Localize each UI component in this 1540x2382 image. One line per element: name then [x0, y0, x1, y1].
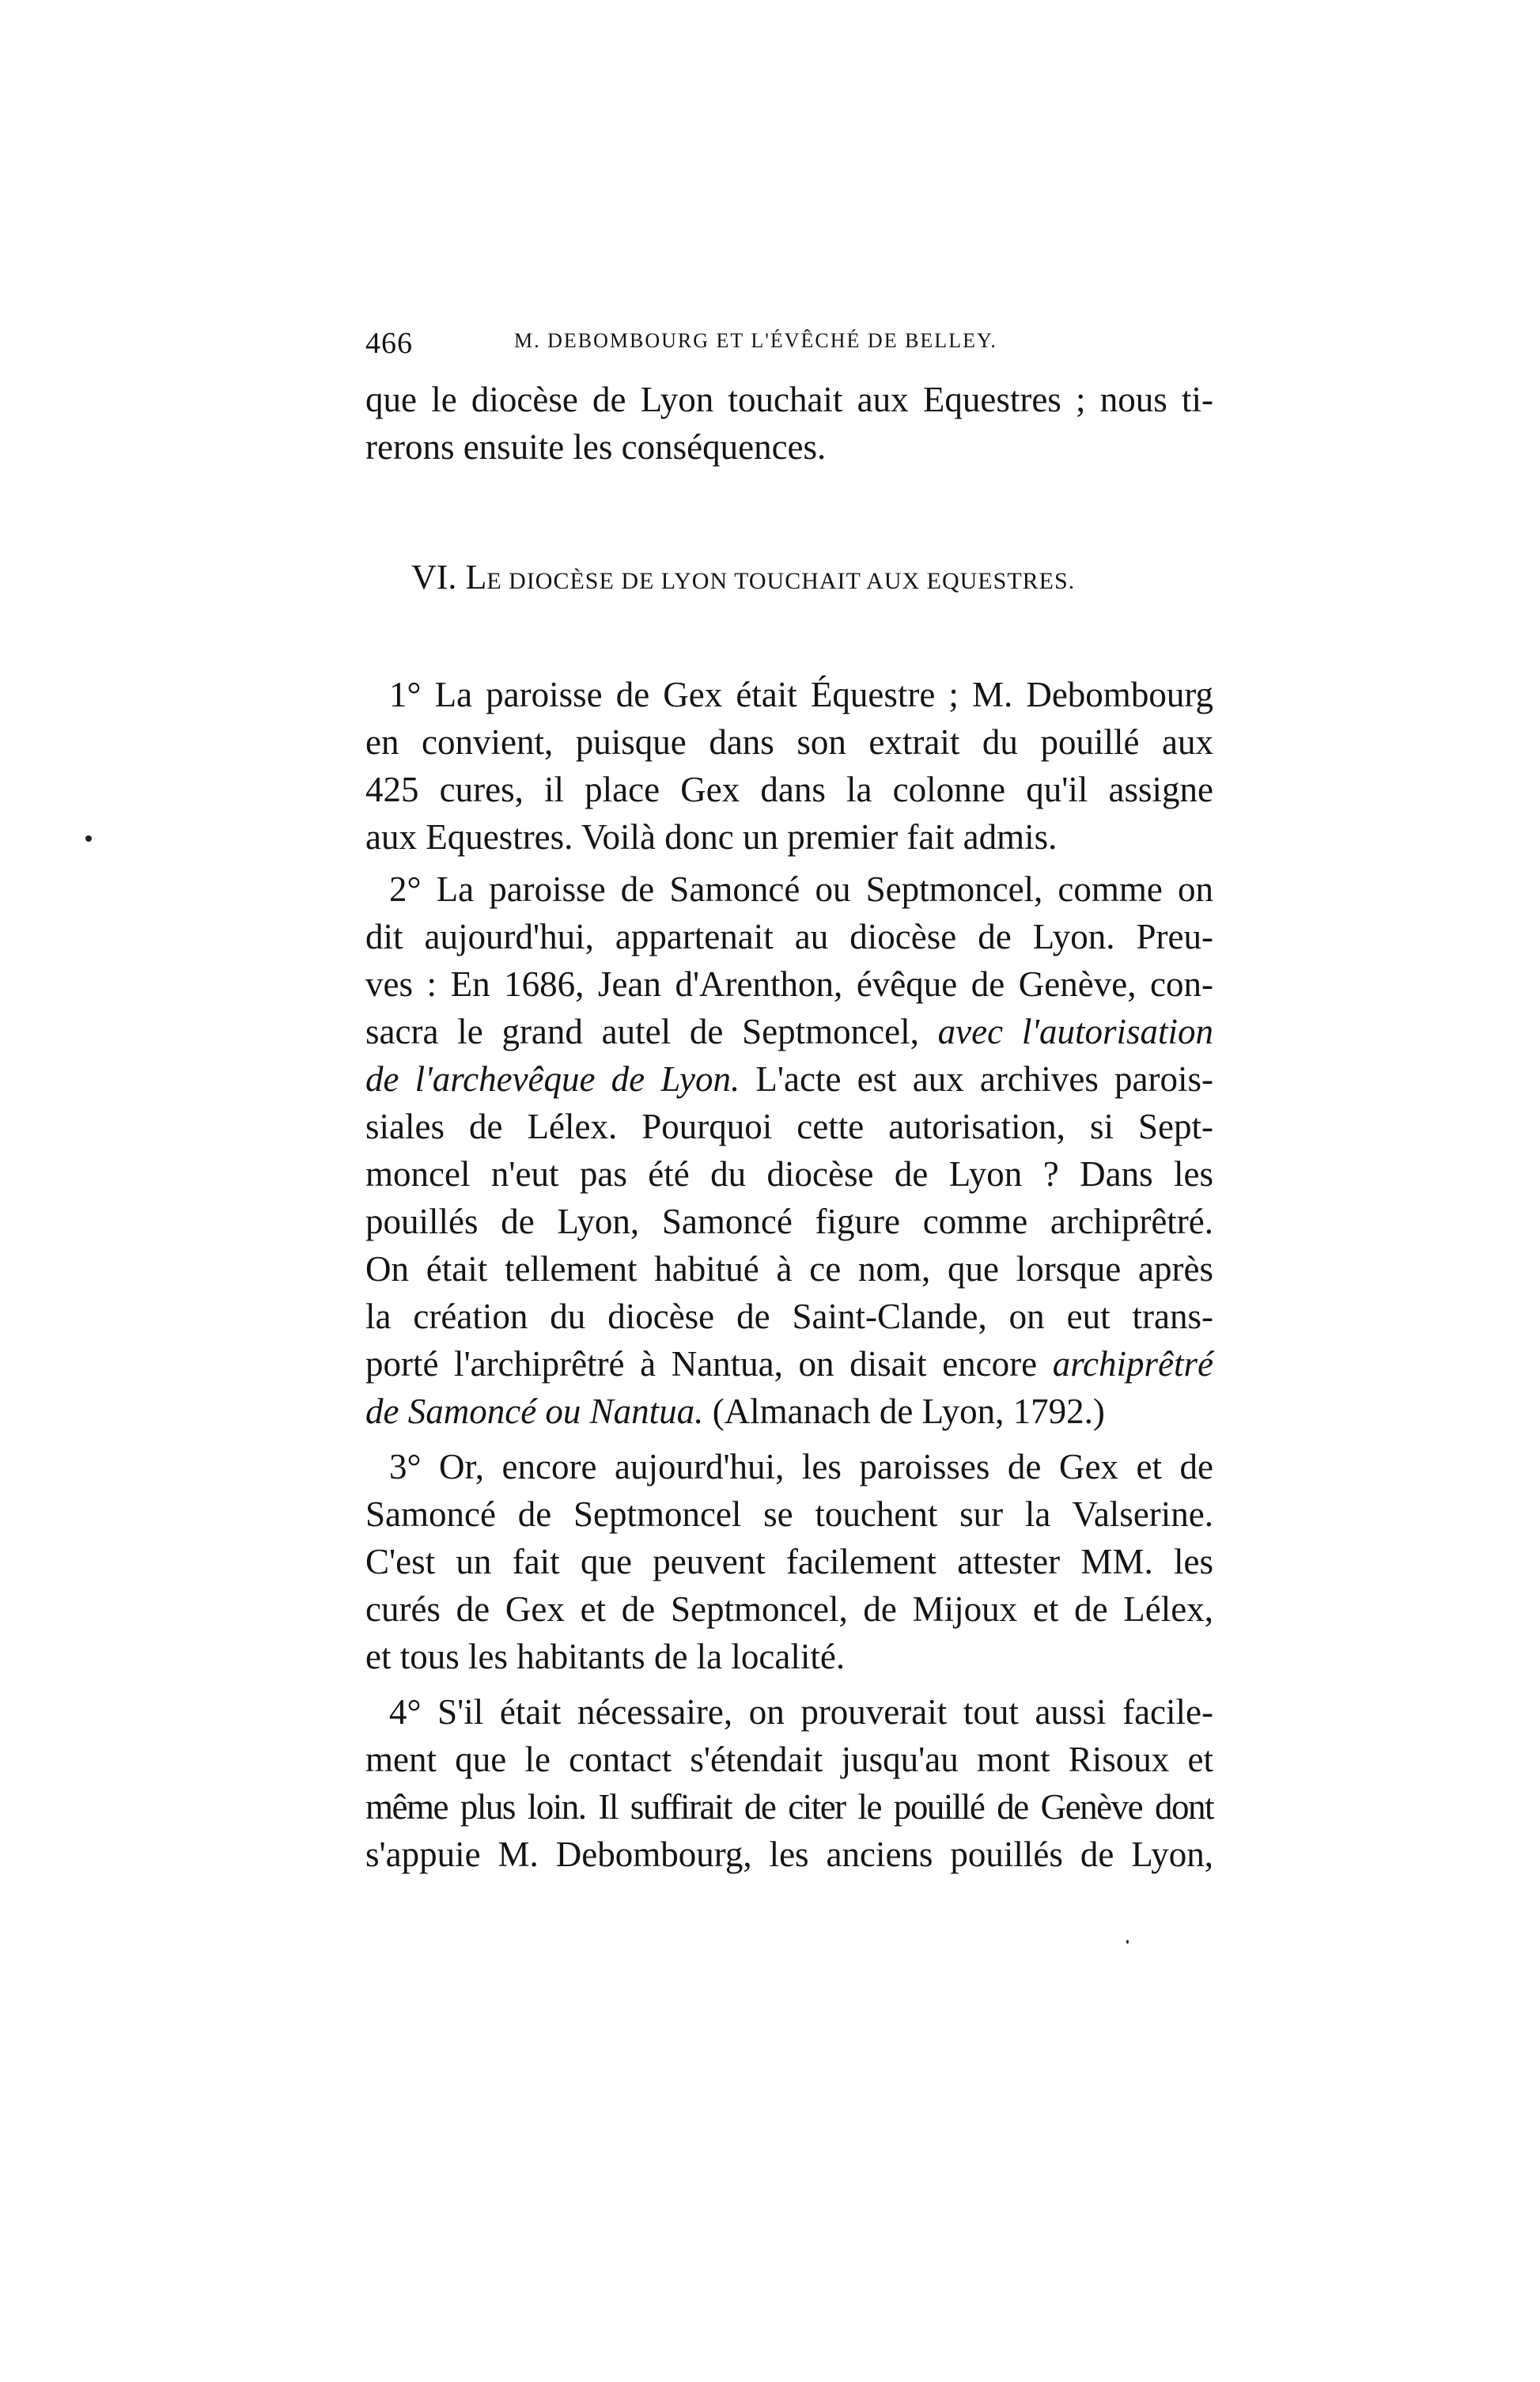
paragraph-1-line-2: en convient, puisque dans son extrait du pouillé aux [365, 722, 1213, 762]
scan-speck [85, 835, 92, 842]
paragraph-2-line-8: pouillés de Lyon, Samoncé figure comme archiprêtré. [365, 1202, 1213, 1241]
section-number: VI. [411, 558, 457, 596]
paragraph-2-line-11-text: porté l'archiprêtré à Nantua, on disait encore [365, 1344, 1053, 1384]
paragraph-2-line-12-italic: de Samoncé ou Nantua. [365, 1392, 704, 1431]
section-title: E DIOCÈSE DE LYON TOUCHAIT AUX EQUESTRES. [486, 568, 1076, 594]
paragraph-1-line-4: aux Equestres. Voilà donc un premier fait admis. [365, 817, 1058, 857]
paragraph-2-line-4-text: sacra le grand autel de Septmoncel, [365, 1012, 938, 1051]
section-title-initial: L [465, 558, 487, 596]
paragraph-2-line-5-text: L'acte est aux archives parois- [740, 1059, 1213, 1099]
page-header [365, 326, 1212, 365]
paragraph-1-line-3: 425 cures, il place Gex dans la colonne qu'il assigne [365, 770, 1213, 809]
paragraph-2-line-6: siales de Lélex. Pourquoi cette autorisation, si Sept- [365, 1107, 1213, 1146]
running-title: M. DEBOMBOURG ET L'ÉVÊCHÉ DE BELLEY. [514, 329, 997, 352]
page-number: 466 [365, 327, 413, 360]
paragraph-2-line-1: 2° La paroisse de Samoncé ou Septmoncel, comme on [389, 869, 1213, 909]
paragraph-2-line-5-italic: de l'archevêque de Lyon. [365, 1059, 740, 1099]
paragraph-2-line-2: dit aujourd'hui, appartenait au diocèse de Lyon. Preu- [365, 917, 1213, 956]
intro-line-2: rerons ensuite les conséquences. [365, 427, 827, 467]
paragraph-3-line-4: curés de Gex et de Septmoncel, de Mijoux et de Lélex, [365, 1589, 1213, 1629]
paragraph-4-line-1: 4° S'il était nécessaire, on prouverait tout aussi facile- [389, 1692, 1213, 1732]
scan-speck [1126, 1940, 1129, 1944]
paragraph-2-line-11 [365, 1340, 1213, 1388]
paragraph-3-line-2: Samoncé de Septmoncel se touchent sur la Valserine. [365, 1494, 1213, 1534]
paragraph-3-line-1: 3° Or, encore aujourd'hui, les paroisses de Gex et de [389, 1447, 1213, 1486]
paragraph-3-line-5: et tous les habitants de la localité. [365, 1637, 846, 1676]
paragraph-2-line-5 [365, 1055, 1213, 1103]
paragraph-4-line-3: même plus loin. Il suffirait de citer le pouillé de Genève dont [365, 1787, 1213, 1827]
paragraph-2-line-11-italic: archiprêtré [1052, 1344, 1213, 1384]
paragraph-2-line-9: On était tellement habitué à ce nom, que lorsque après [365, 1249, 1213, 1289]
paragraph-1-line-1: 1° La paroisse de Gex était Équestre ; M. Debombourg [389, 675, 1213, 714]
paragraph-2-line-12 [365, 1388, 1213, 1435]
paragraph-2-line-7: moncel n'eut pas été du diocèse de Lyon ? Dans les [365, 1154, 1213, 1194]
paragraph-2-line-10: la création du diocèse de Saint-Clande, on eut trans- [365, 1297, 1213, 1336]
paragraph-2-line-4 [365, 1008, 1213, 1055]
paragraph-3-line-3: C'est un fait que peuvent facilement attester MM. les [365, 1542, 1213, 1581]
paragraph-4-line-4: s'appuie M. Debombourg, les anciens pouillés de Lyon, [365, 1835, 1213, 1874]
intro-line-1: que le diocèse de Lyon touchait aux Equestres ; nous ti- [365, 380, 1213, 419]
section-heading [411, 554, 1202, 605]
paragraph-2-line-12-text: (Almanach de Lyon, 1792.) [703, 1392, 1105, 1431]
paragraph-2-line-4-italic: avec l'autorisation [937, 1012, 1213, 1051]
paragraph-4-line-2: ment que le contact s'étendait jusqu'au mont Risoux et [365, 1740, 1213, 1779]
paragraph-2-line-3: ves : En 1686, Jean d'Arenthon, évêque de Genève, con- [365, 964, 1213, 1004]
